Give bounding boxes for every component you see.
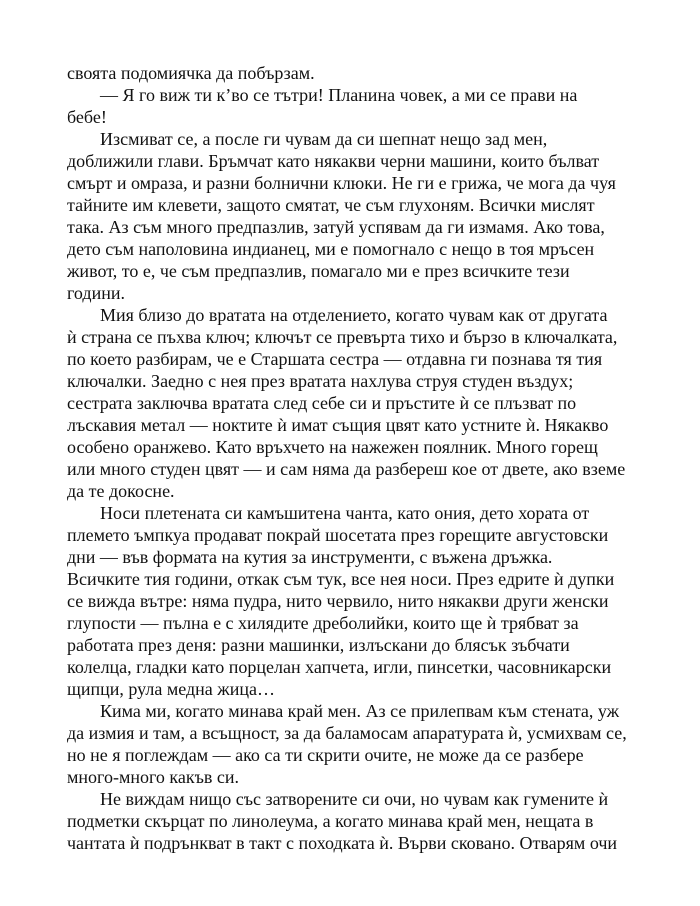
text-line: лъскавия метал — ноктите ѝ имат същия цвят като устните ѝ. Някакво	[67, 415, 609, 435]
text-line: бебе!	[67, 107, 107, 127]
text-line: тайните им клевети, защото смятат, че съм глухоням. Всички мислят	[67, 195, 595, 215]
text-line: доближили глави. Бръмчат като някакви черни машини, които бълват	[67, 151, 600, 171]
paragraph-first-line: Кима ми, когато минава край мен. Аз се прилепвам към стената, уж	[100, 701, 620, 721]
text-line: дето съм наполовина индианец, ми е помогнало с нещо в тоя мръсен	[67, 239, 595, 259]
text-line: да измия и там, а всъщност, за да баламосам апаратурата ѝ, усмихвам се,	[67, 723, 627, 743]
text-line: години.	[67, 283, 125, 303]
text-line: живот, то е, че съм предпазлив, помагало ми е през всичките тези	[67, 261, 570, 281]
text-line: сестрата заключва вратата след себе си и пръстите ѝ се плъзват по	[67, 393, 577, 413]
paragraph-first-line: Носи плетената си камъшитена чанта, като ония, дето хората от	[100, 503, 590, 523]
text-line: много-много какъв си.	[67, 767, 240, 787]
text-line: щипци, рула медна жица…	[67, 679, 275, 699]
text-line: но не я поглеждам — ако са ти скрити очите, не може да се разбере	[67, 745, 584, 765]
text-line: особено оранжево. Като връхчето на нажежен поялник. Много горещ	[67, 437, 598, 457]
text-line: Всичките тия години, откак съм тук, все нея носи. През едрите ѝ дупки	[67, 569, 615, 589]
text-line: ѝ страна се пъхва ключ; ключът се превърта тихо и бързо в ключалката,	[67, 327, 618, 347]
text-line: своята подомиячка да побързам.	[67, 63, 315, 83]
text-line: племето ъмпкуа продават покрай шосетата през горещите августовски	[67, 525, 609, 545]
text-line: колелца, гладки като порцелан хапчета, игли, пинсетки, часовникарски	[67, 657, 612, 677]
text-line: се вижда вътре: няма пудра, нито червило, нито някакви други женски	[67, 591, 609, 611]
paragraph-first-line: Мия близо до вратата на отделението, когато чувам как от другата	[100, 305, 608, 325]
paragraph-first-line: — Я го виж ти к’во се тътри! Планина човек, а ми се прави на	[100, 85, 578, 105]
text-line: глупости — пълна е с хилядите дреболийки, които ще ѝ трябват за	[67, 613, 579, 633]
text-line: смърт и омраза, и разни болнични клюки. Не ги е грижа, че мога да чуя	[67, 173, 616, 193]
text-line: по което разбирам, че е Старшата сестра — отдавна ги познава тя тия	[67, 349, 603, 369]
body-text	[67, 62, 647, 854]
text-line: чантата ѝ подрънкват в такт с походката ѝ. Върви сковано. Отварям очи	[67, 833, 618, 853]
text-line: дни — във формата на кутия за инструменти, с въжена дръжка.	[67, 547, 553, 567]
paragraph-first-line: Не виждам нищо със затворените си очи, но чувам как гумените ѝ	[100, 789, 609, 809]
text-line: или много студен цвят — и сам няма да разбереш кое от двете, ако вземе	[67, 459, 626, 479]
text-line: подметки скърцат по линолеума, а когато минава край мен, нещата в	[67, 811, 594, 831]
paragraph-first-line: Изсмиват се, а после ги чувам да си шепнат нещо зад мен,	[100, 129, 548, 149]
text-line: така. Аз съм много предпазлив, затуй успявам да ги измамя. Ако това,	[67, 217, 605, 237]
text-line: да те докосне.	[67, 481, 175, 501]
text-line: работата през деня: разни машинки, излъскани до блясък зъбчати	[67, 635, 570, 655]
text-line: ключалки. Заедно с нея през вратата нахлува струя студен въздух;	[67, 371, 574, 391]
